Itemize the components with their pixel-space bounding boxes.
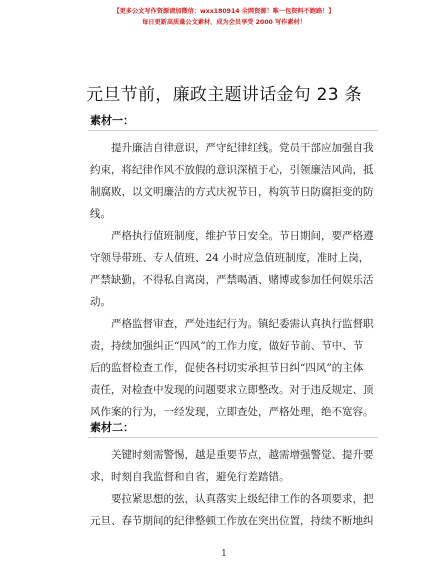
page-number: 1 bbox=[221, 549, 227, 559]
section-divider-1 bbox=[88, 130, 378, 131]
document-title: 元旦节前，廉政主题讲话金句 23 条 bbox=[86, 85, 362, 105]
paragraph-line: 责，持续加强纠正“四风”的工作力度，做好节前、节中、节 bbox=[90, 340, 364, 352]
paragraph-line: 要拉紧思想的弦，认真落实上级纪律工作的各项要求，把 bbox=[111, 493, 374, 505]
paragraph-line: 求，时刻自我监督和自省，避免行差踏错。 bbox=[90, 471, 290, 483]
section-divider-2 bbox=[88, 437, 378, 438]
paragraph-line: 线。 bbox=[90, 208, 111, 220]
section-heading-2: 素材二： bbox=[90, 421, 134, 434]
paragraph-line: 严格监督审查，严处违纪行为。镇纪委需认真执行监督职 bbox=[111, 318, 374, 330]
paragraph-line: 责任，对检查中发现的问题要求立即整改。对于违反规定、顶 bbox=[90, 384, 374, 396]
paragraph-line: 关键时刻需警惕，越是重要节点，越需增强警觉、提升要 bbox=[111, 449, 374, 461]
promo-banner bbox=[0, 6, 448, 28]
promo-line-2: 每日更新高质量公文素材，成为会员享受 2000 写作素材！ bbox=[142, 19, 306, 26]
promo-line-1: 【更多公文写作资源请加微信：wxx180914 全网资源！唯一包资料不跑路！】 bbox=[113, 8, 335, 15]
paragraph-line: 动。 bbox=[90, 296, 111, 308]
paragraph bbox=[90, 444, 375, 488]
paragraph-line: 严禁缺勤，不得私自离岗，严禁喝酒、赌博或参加任何娱乐活 bbox=[90, 274, 374, 286]
paragraph-line: 约束，将纪律作风不放假的意识深植于心，引领廉洁风尚，抵 bbox=[90, 164, 374, 176]
paragraph-line: 提升廉洁自律意识，严守纪律红线。党员干部应加强自我 bbox=[111, 142, 374, 154]
paragraph bbox=[90, 313, 375, 423]
paragraph-line: 严格执行值班制度，维护节日安全。节日期间，要严格遵 bbox=[111, 230, 374, 242]
paragraph bbox=[90, 488, 375, 532]
paragraph-line: 风作案的行为，一经发现，立即查处，严格处理，绝不宽容。 bbox=[90, 406, 374, 418]
paragraph-line: 制腐败，以文明廉洁的方式庆祝节日，构筑节日防腐拒变的防 bbox=[90, 186, 374, 198]
paragraph bbox=[90, 225, 375, 313]
paragraph bbox=[90, 137, 375, 225]
section-heading-1: 素材一： bbox=[90, 114, 134, 127]
paragraph-line: 后的监督检查工作，促使各村切实承担节日纠“四风”的主体 bbox=[90, 362, 364, 374]
paragraph-line: 元旦、春节期间的纪律整顿工作放在突出位置，持续不断地纠 bbox=[90, 515, 374, 527]
paragraph-line: 守领导带班、专人值班、24 小时应急值班制度，准时上岗， bbox=[90, 252, 370, 264]
